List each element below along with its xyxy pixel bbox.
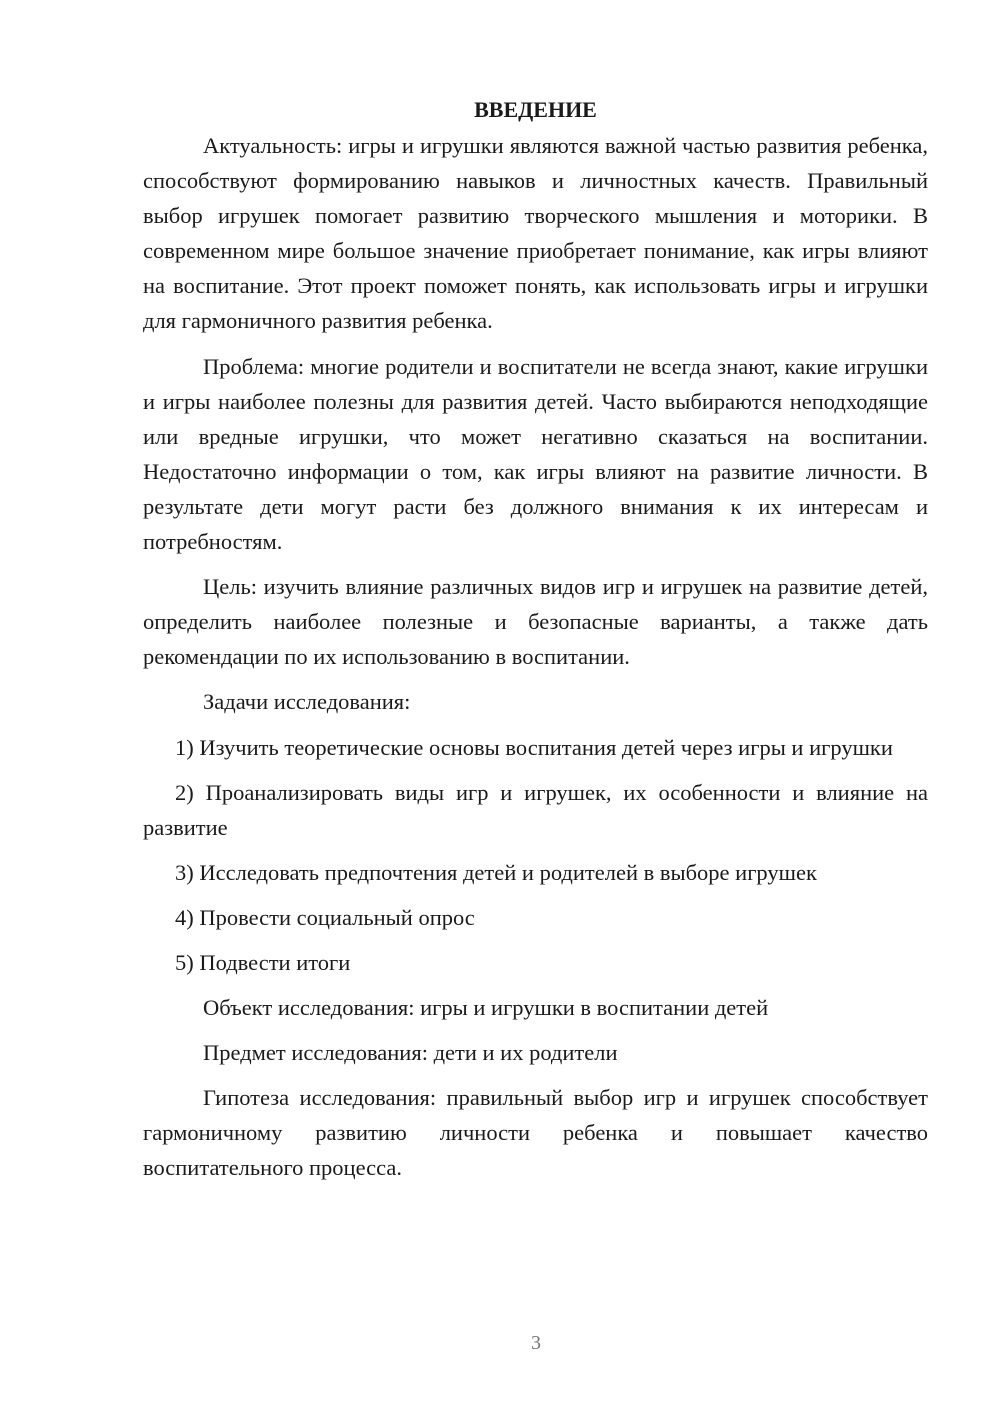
task-item-4: 4) Провести социальный опрос xyxy=(175,904,475,930)
task-item-3: 3) Исследовать предпочтения детей и родителей в выборе игрушек xyxy=(175,859,817,885)
task-item-5: 5) Подвести итоги xyxy=(175,949,351,975)
paragraph-subject: Предмет исследования: дети и их родители xyxy=(203,1040,618,1066)
paragraph-goal: Цель: изучить влияние различных видов игр и игрушек на развитие детей, определить наиболее полезные и безопасные варианты, а также дать рекомендации по их использованию в воспитании. xyxy=(143,574,928,670)
page-number: 3 xyxy=(531,1332,541,1354)
paragraph-problem: Проблема: многие родители и воспитатели не всегда знают, какие игрушки и игры наиболее полезны для развития детей. Часто выбираются неподходящие или вредные игрушки, что может негативно сказаться на воспитании. Недостаточно информации о том, как игры влияют на развитие личности. В результате дети могут расти без должного внимания к их интересам и потребностям. xyxy=(143,353,928,555)
paragraph-relevance: Актуальность: игры и игрушки являются важной частью развития ребенка, способствуют формированию навыков и личностных качеств. Правильный выбор игрушек помогает развитию творческого мышления и моторики. В современном мире большое значение приобретает понимание, как игры влияют на воспитание. Этот проект поможет понять, как использовать игры и игрушки для гармоничного развития ребенка. xyxy=(143,133,928,334)
task-item-2: 2) Проанализировать виды игр и игрушек, их особенности и влияние на развитие xyxy=(143,779,928,840)
task-item-1: 1) Изучить теоретические основы воспитания детей через игры и игрушки xyxy=(175,734,893,760)
paragraph-hypothesis: Гипотеза исследования: правильный выбор игр и игрушек способствует гармоничному развитию личности ребенка и повышает качество воспитательного процесса. xyxy=(143,1085,928,1181)
document-page xyxy=(143,92,928,1186)
section-title: ВВЕДЕНИЕ xyxy=(474,97,597,122)
tasks-heading: Задачи исследования: xyxy=(203,689,411,715)
paragraph-object: Объект исследования: игры и игрушки в воспитании детей xyxy=(203,995,769,1021)
